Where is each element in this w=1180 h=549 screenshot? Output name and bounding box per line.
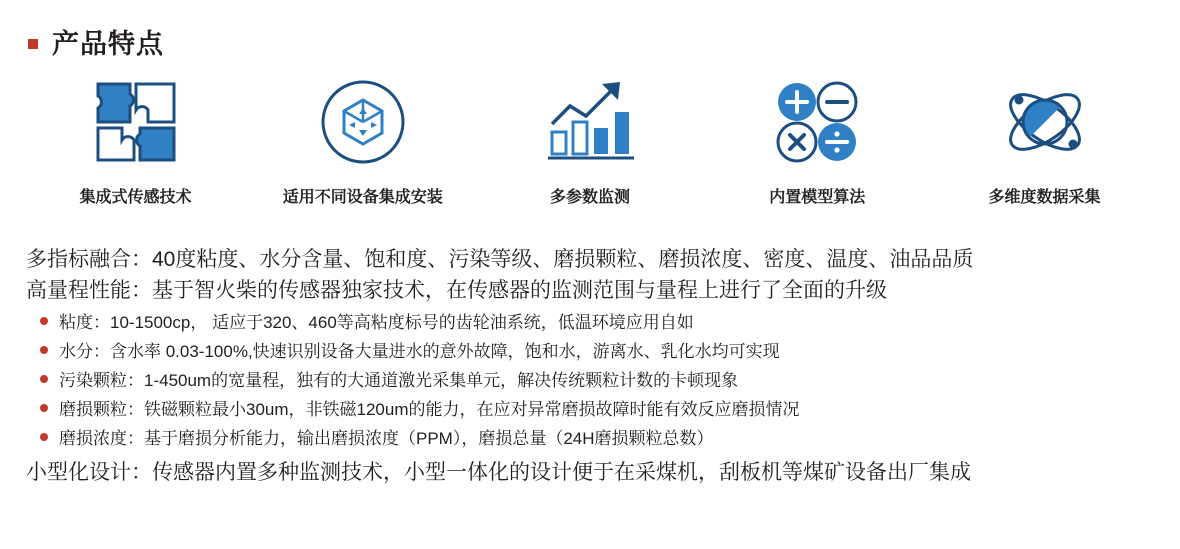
list-item	[40, 341, 1160, 363]
dot-bullet-icon	[40, 346, 48, 354]
math-operators-icon	[771, 72, 863, 172]
list-item	[40, 428, 1160, 450]
feature-caption: 多参数监测	[549, 189, 630, 206]
spec-bullet-list	[40, 312, 1160, 450]
list-item-label: 磨损颗粒：铁磁颗粒最小30um，非铁磁120um的能力，在应对异常磨损故障时能有效反应磨损情况	[59, 400, 800, 419]
dot-bullet-icon	[40, 404, 48, 412]
feature-item-builtin-algorithm	[710, 72, 925, 207]
feature-caption: 集成式传感技术	[79, 189, 192, 206]
page-title	[28, 22, 164, 61]
feature-list	[28, 72, 1152, 207]
feature-item-universal-install	[255, 72, 470, 207]
feature-item-integrated-sensing	[28, 72, 243, 207]
body-line-miniaturized-design: 小型化设计：传感器内置多种监测技术，小型一体化的设计便于在采煤机，刮板机等煤矿设备出厂集成	[26, 461, 971, 484]
bar-chart-growth-icon	[544, 72, 636, 172]
feature-caption: 多维度数据采集	[988, 189, 1101, 206]
cube-arrows-icon	[319, 72, 407, 172]
list-item	[40, 312, 1160, 334]
feature-item-multidimensional-data	[937, 72, 1152, 207]
page-title-text: 产品特点	[52, 29, 164, 59]
feature-caption: 内置模型算法	[769, 189, 866, 206]
square-bullet-icon	[28, 39, 38, 49]
list-item-label: 污染颗粒：1-450um的宽量程，独有的大通道激光采集单元，解决传统颗粒计数的卡顿现象	[59, 371, 739, 390]
body-line-high-range: 高量程性能：基于智火柴的传感器独家技术，在传感器的监测范围与量程上进行了全面的升级	[26, 279, 887, 302]
puzzle-icon	[92, 72, 180, 172]
list-item-label: 粘度：10-1500cp， 适应于320、460等高粘度标号的齿轮油系统，低温环境应用自如	[59, 313, 694, 332]
list-item	[40, 370, 1160, 392]
feature-item-multi-parameter	[483, 72, 698, 207]
dot-bullet-icon	[40, 317, 48, 325]
list-item-label: 水分：含水率 0.03-100%,快速识别设备大量进水的意外故障，饱和水，游离水、乳化水均可实现	[59, 342, 780, 361]
list-item-label: 磨损浓度：基于磨损分析能力，输出磨损浓度（PPM），磨损总量（24H磨损颗粒总数）	[59, 429, 714, 448]
dot-bullet-icon	[40, 433, 48, 441]
atom-orbit-icon	[999, 72, 1091, 172]
feature-caption: 适用不同设备集成安装	[282, 189, 443, 206]
dot-bullet-icon	[40, 375, 48, 383]
list-item	[40, 399, 1160, 421]
body-line-multi-index: 多指标融合：40度粘度、水分含量、饱和度、污染等级、磨损颗粒、磨损浓度、密度、温度、油品品质	[26, 248, 974, 271]
body-text	[26, 244, 1160, 488]
